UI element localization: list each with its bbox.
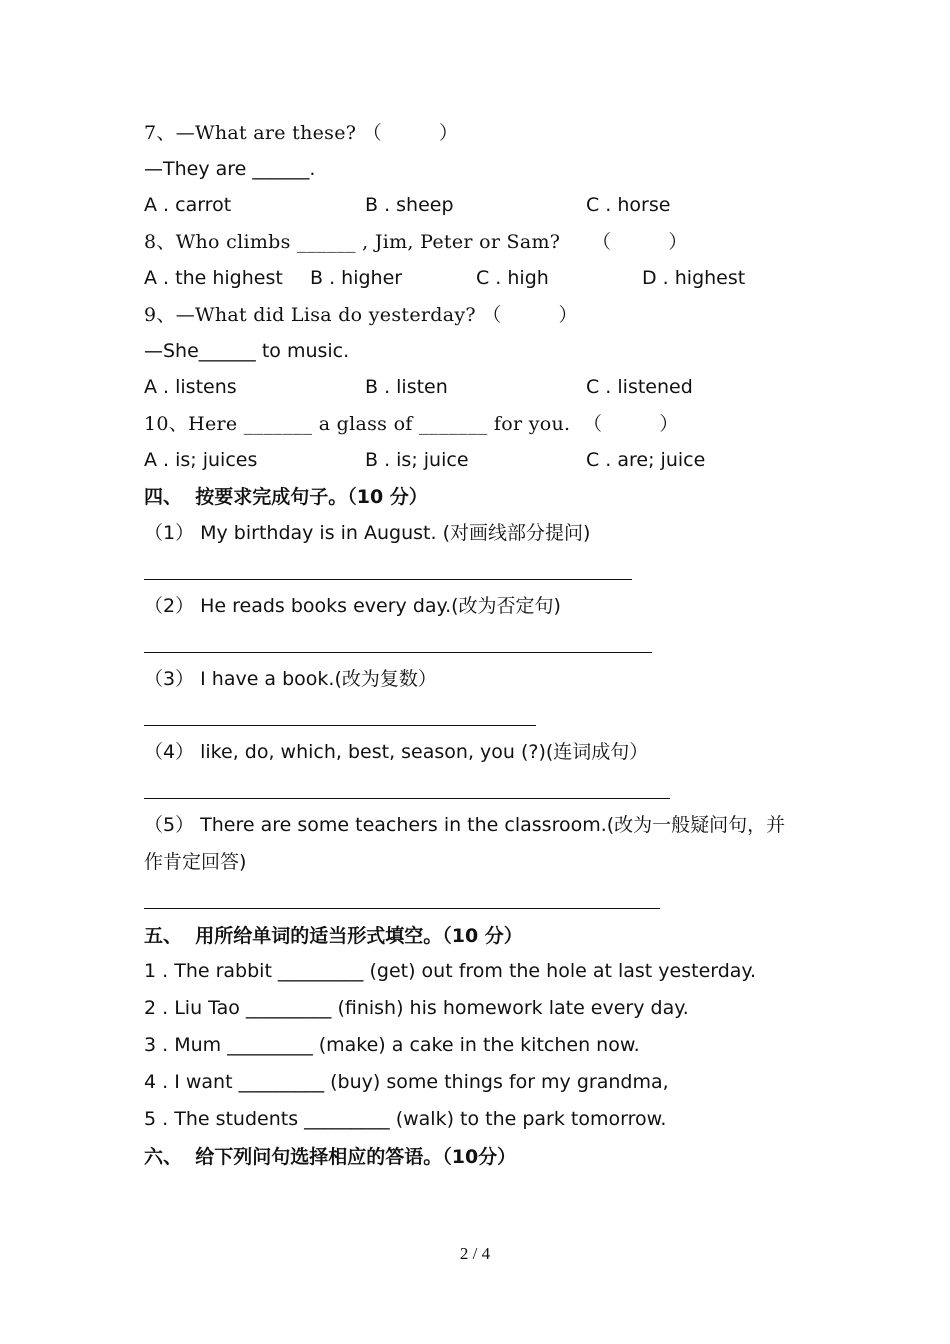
question-9-stem: 9、—What did Lisa do yesterday? （ ）: [144, 304, 578, 326]
section-6-title: 六、 给下列问句选择相应的答语。（10分）: [144, 1146, 517, 1168]
question-7-option-c: C . horse: [586, 194, 671, 216]
section-4-item-4: （4） like, do, which, best, season, you (?)(连词成句）: [144, 741, 649, 763]
section-5-item-5: 5 . The students _________ (walk) to the park tomorrow.: [144, 1108, 667, 1130]
answer-line-1: [144, 579, 632, 580]
section-5-item-4: 4 . I want _________ (buy) some things for my grandma,: [144, 1071, 669, 1093]
page-number: 2 / 4: [459, 1244, 491, 1263]
question-10-option-c: C . are; juice: [586, 449, 706, 471]
section-4-title: 四、 按要求完成句子。（10 分）: [144, 486, 428, 508]
question-7-option-b: B . sheep: [365, 194, 454, 216]
question-8-option-d: D . highest: [642, 267, 746, 289]
question-9-answer-line: —She______ to music.: [144, 340, 350, 362]
question-8-stem: 8、Who climbs ______ , Jim, Peter or Sam? （ ）: [144, 231, 688, 253]
question-8-option-c: C . high: [476, 267, 549, 289]
answer-line-5: [144, 908, 660, 909]
question-10-option-a: A . is; juices: [144, 449, 258, 471]
section-5-item-3: 3 . Mum _________ (make) a cake in the kitchen now.: [144, 1034, 640, 1056]
question-7-answer-line: —They are ______.: [144, 158, 316, 180]
answer-line-2: [144, 652, 652, 653]
answer-line-4: [144, 798, 670, 799]
section-4-item-5: （5） There are some teachers in the classroom.(改为一般疑问句，并: [144, 814, 786, 836]
section-4-item-1: （1） My birthday is in August. (对画线部分提问): [144, 522, 591, 544]
section-4-item-3: （3） I have a book.(改为复数）: [144, 668, 437, 690]
question-10-option-b: B . is; juice: [365, 449, 469, 471]
section-4-item-2: （2） He reads books every day.(改为否定句): [144, 595, 561, 617]
question-9-option-c: C . listened: [586, 376, 693, 398]
section-4-item-5-continued: 作肯定回答): [144, 851, 247, 873]
section-5-item-1: 1 . The rabbit _________ (get) out from the hole at last yesterday.: [144, 960, 757, 982]
question-7-stem: 7、—What are these? （ ）: [144, 122, 459, 144]
question-7-option-a: A . carrot: [144, 194, 232, 216]
section-5-title: 五、 用所给单词的适当形式填空。（10 分）: [144, 925, 523, 947]
question-8-option-b: B . higher: [310, 267, 403, 289]
question-9-option-b: B . listen: [365, 376, 448, 398]
answer-line-3: [144, 725, 536, 726]
question-8-option-a: A . the highest: [144, 267, 283, 289]
question-10-stem: 10、Here _______ a glass of _______ for you. （ ）: [144, 413, 679, 435]
section-5-item-2: 2 . Liu Tao _________ (finish) his homework late every day.: [144, 997, 689, 1019]
question-9-option-a: A . listens: [144, 376, 237, 398]
